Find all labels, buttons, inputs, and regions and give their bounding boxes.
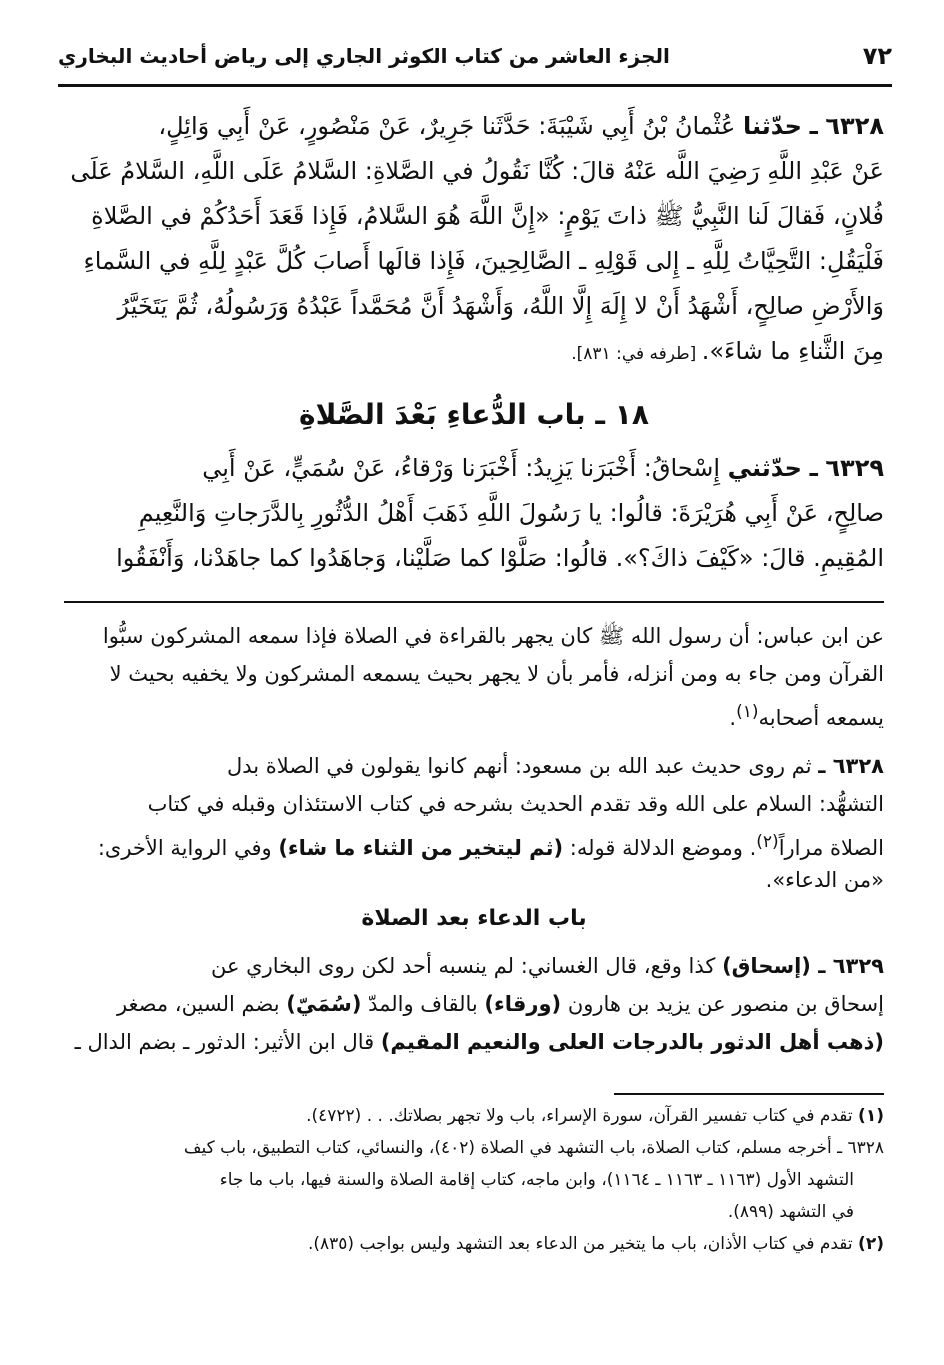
hadith-lead: حدّثنا <box>742 112 802 140</box>
commentary-line: عن ابن عباس: أن رسول الله ﷺ كان يجهر بالقراءة في الصلاة فإذا سمعه المشركون سبُّوا <box>102 624 884 648</box>
section-divider <box>64 601 884 603</box>
commentary-paragraph-1 <box>64 617 884 731</box>
running-title: الجزء العاشر من كتاب الكوثر الجاري إلى رياض أحاديث البخاري <box>58 44 670 68</box>
footnote-1: (١) تقدم في كتاب تفسير القرآن، سورة الإسراء، باب ولا تجهر بصلاتك. . . (٤٧٢٢). <box>306 1106 884 1126</box>
footnote-marker: (١) <box>736 702 759 722</box>
hadith-line: فُلانٍ، فَقالَ لَنا النَّبِيُّ ﷺ ذاتَ يَوْمٍ: «إِنَّ اللَّهَ هُوَ السَّلامُ، فَإِذا قَعَدَ أَحَدُكُمْ في الصَّلاةِ <box>91 202 884 230</box>
hadith-line: ٦٣٢٩ ـ حدّثني إِسْحاقُ: أَخْبَرَنا يَزِيدُ: أَخْبَرَنا وَرْقاءُ، عَنْ سُمَيٍّ، عَنْ أَبِي <box>202 454 884 482</box>
commentary-line: يسمعه أصحابه$^{(١)}$. <box>729 702 884 730</box>
commentary-line: الصلاة مراراً$^{(٢)}$. وموضع الدلالة قوله: (ثم ليتخير من الثناء ما شاء) وفي الرواية الأخرى: <box>97 832 884 860</box>
cross-reference: [طرفه في: ٨٣١]. <box>571 344 702 364</box>
commentary-line: إسحاق بن منصور عن يزيد بن هارون (ورقاء) بالقاف والمدّ (سُمَيّ) بضم السين، مصغر <box>116 992 884 1016</box>
hadith-line: صالِحٍ، عَنْ أَبِي هُرَيْرَةَ: قالُوا: يا رَسُولَ اللَّهِ ذَهَبَ أَهْلُ الدُّثُورِ بِالدَّرَجاتِ وَالنَّعِيمِ <box>138 499 884 527</box>
commentary-line: ٦٣٢٩ ـ (إسحاق) كذا وقع، قال الغساني: لم ينسبه أحد لكن روى البخاري عن <box>210 954 884 978</box>
hadith-line: عَنْ عَبْدِ اللَّهِ رَضِيَ اللَّه عَنْهُ قالَ: كُنَّا نَقُولُ في الصَّلاةِ: السَّلامُ عَلَى اللَّهِ، السَّلامُ عَلَى <box>70 157 884 185</box>
hadith-number: ٦٣٢٨ <box>825 112 884 140</box>
footnote-label: (٢) <box>858 1234 884 1254</box>
commentary-number: ٦٣٢٩ ـ <box>818 954 884 978</box>
hadith-line: وَالأَرْضِ صالِحٍ، أَشْهَدُ أَنْ لا إِلَهَ إِلَّا اللَّهُ، وَأَشْهَدُ أَنَّ مُحَمَّداً عَبْدُهُ وَرَسُولُهُ، ثُمَّ يَتَخَيَّرُ <box>117 292 884 320</box>
footnote-2: (٢) تقدم في كتاب الأذان، باب ما يتخير من الدعاء بعد التشهد وليس بواجب (٨٣٥). <box>307 1234 884 1254</box>
footnotes <box>64 1100 884 1260</box>
footnote-takhrij-line: التشهد الأول (١١٦٣ ـ ١١٦٣ ـ ١١٦٤)، وابن ماجه، كتاب إقامة الصلاة والسنة فيها، باب ما جاء <box>219 1170 854 1190</box>
footnote-takhrij-line: ٦٣٢٨ ـ أخرجه مسلم، كتاب الصلاة، باب التشهد في الصلاة (٤٠٢)، والنسائي، كتاب التطبيق، باب كيف <box>183 1138 884 1158</box>
commentary-chapter-heading: باب الدعاء بعد الصلاة <box>361 906 587 931</box>
footnote-divider <box>614 1093 884 1095</box>
footnote-marker: (٢) <box>756 832 779 852</box>
hadith-line: ٦٣٢٨ ـ حدّثنا عُثْمانُ بْنُ أَبِي شَيْبَةَ: حَدَّثَنا جَرِيرٌ، عَنْ مَنْصُورٍ، عَنْ أَبِي وَائِلٍ، <box>158 112 884 140</box>
commentary-line: ٦٣٢٨ ـ ثم روى حديث عبد الله بن مسعود: أنهم كانوا يقولون في الصلاة بدل <box>226 754 884 778</box>
hadith-6328 <box>64 104 884 374</box>
hadith-line: فَلْيَقُلِ: التَّحِيَّاتُ لِلَّهِ ـ إِلى قَوْلِهِ ـ الصَّالِحِينَ، فَإِذا قالَها أَصابَ كُلَّ عَبْدٍ لِلَّهِ في السَّماءِ <box>83 247 884 275</box>
footnote-takhrij-line: في التشهد (٨٩٩). <box>727 1202 854 1222</box>
hadith-lead: حدّثني <box>727 454 802 482</box>
commentary-line: التشهُّد: السلام على الله وقد تقدم الحديث بشرحه في كتاب الاستئذان وقبله في كتاب <box>147 792 884 816</box>
hadith-line: مِنَ الثَّناءِ ما شاءَ». [طرفه في: ٨٣١]. <box>571 337 884 365</box>
page-header <box>58 36 892 87</box>
hadith-line: المُقِيمِ. قالَ: «كَيْفَ ذاكَ؟». قالُوا: صَلَّوْا كما صَلَّيْنا، وَجاهَدُوا كما جاهَدْنا، وَأَنْفَقُوا <box>116 544 884 572</box>
hadith-6329 <box>64 446 884 581</box>
commentary-number: ٦٣٢٨ ـ <box>818 754 884 778</box>
page-number: ٧٢ <box>862 42 892 70</box>
hadith-number: ٦٣٢٩ <box>825 454 884 482</box>
footnote-label: (١) <box>858 1106 884 1126</box>
commentary-line: (ذهب أهل الدثور بالدرجات العلى والنعيم المقيم) قال ابن الأثير: الدثور ـ بضم الدال ـ <box>74 1030 884 1054</box>
chapter-heading: ١٨ ـ باب الدُّعاءِ بَعْدَ الصَّلاةِ <box>299 398 649 431</box>
commentary-line: «من الدعاء». <box>765 868 884 892</box>
commentary-paragraph-3 <box>64 947 884 1061</box>
commentary-paragraph-2 <box>64 747 884 899</box>
commentary-line: القرآن ومن جاء به ومن أنزله، فأمر بأن لا يجهر بحيث يسمعه المشركون ولا يخفيه بحيث لا <box>109 662 884 686</box>
